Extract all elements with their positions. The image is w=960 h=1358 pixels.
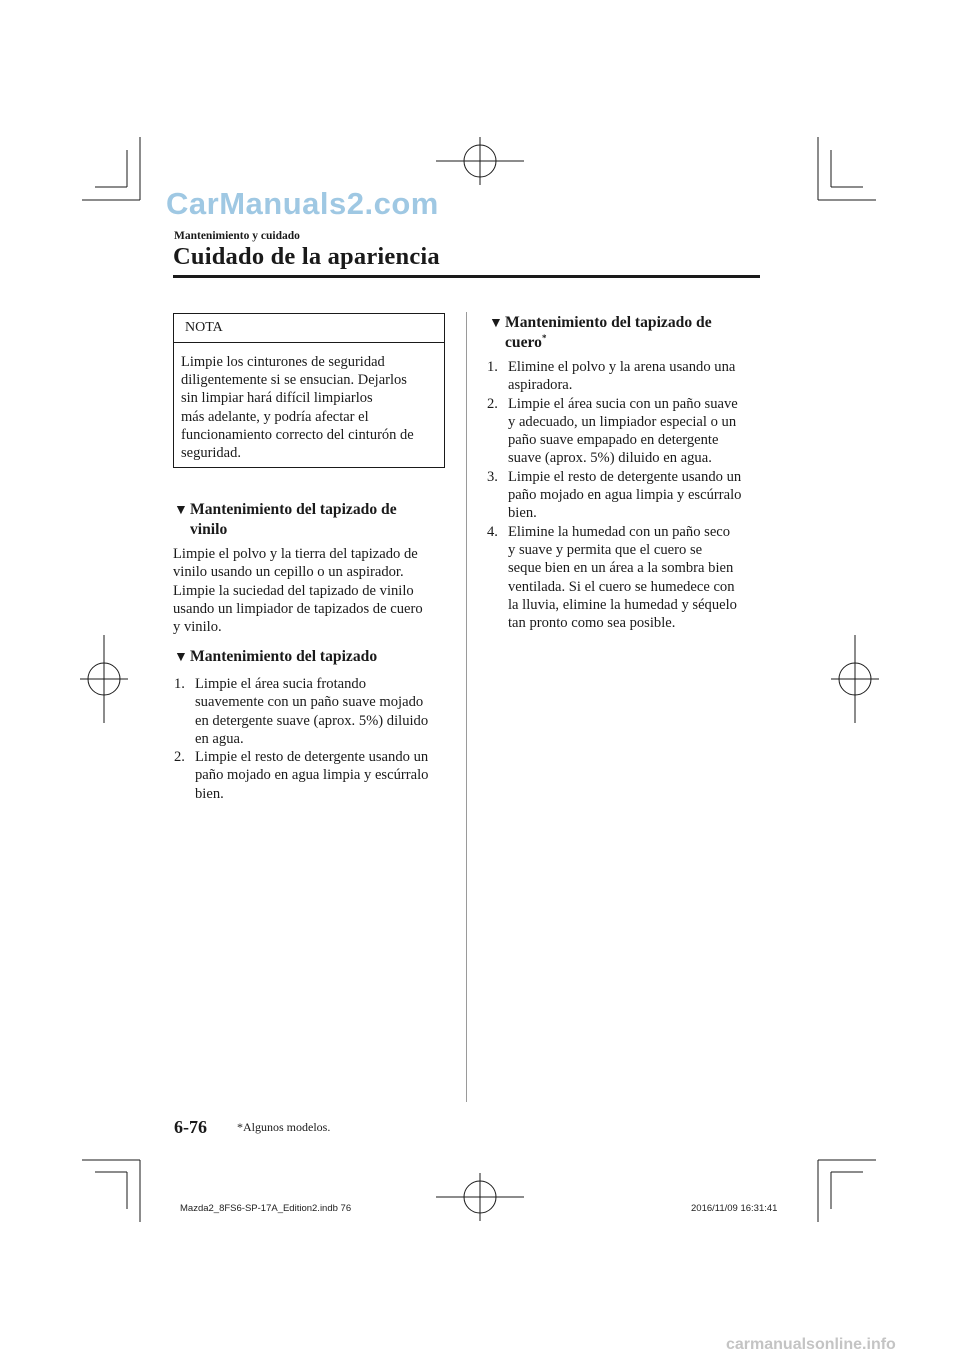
upholstery-steps [174, 675, 459, 803]
vinyl-paragraph [173, 545, 458, 636]
step-line: Elimine el polvo y la arena usando una [508, 359, 736, 375]
note-line: diligentemente si se ensucian. Dejarlos [181, 372, 407, 389]
step-line: paño suave empapado en detergente [508, 432, 719, 449]
paragraph-line: vinilo usando un cepillo o un aspirador. [173, 564, 404, 581]
step-line: tan pronto como sea posible. [508, 615, 676, 632]
page-number: 6-76 [174, 1117, 207, 1137]
note-line: funcionamiento correcto del cinturón de [181, 426, 414, 443]
print-date-info: 2016/11/09 16:31:41 [691, 1203, 778, 1214]
heading-line: Mantenimiento del tapizado [190, 648, 378, 665]
note-box [173, 313, 445, 468]
heading-leather [489, 313, 765, 352]
step-number: 1. [174, 676, 185, 692]
triangle-down-icon: ▼ [174, 503, 188, 518]
step-number: 3. [487, 468, 498, 485]
step-line: bien. [508, 505, 537, 522]
step-line: seque bien en un área a la sombra bien [508, 560, 734, 577]
heading-line: Mantenimiento del tapizado de [505, 314, 712, 331]
note-line: seguridad. [181, 445, 241, 462]
heading-line: cuero [505, 334, 542, 351]
paragraph-line: usando un limpiador de tapizados de cuero [173, 600, 423, 617]
column-divider [466, 312, 467, 1102]
heading-line: vinilo [190, 521, 228, 538]
step-line: ventilada. Si el cuero se humedece con [508, 578, 735, 595]
list-item [174, 748, 459, 803]
step-line: y suave y permita que el cuero se [508, 541, 703, 558]
footnote: *Algunos modelos. [237, 1120, 331, 1134]
triangle-down-icon: ▼ [174, 650, 188, 665]
step-number: 2. [174, 749, 185, 766]
step-line: Elimine la humedad con un paño seco [508, 523, 731, 540]
list-item [487, 523, 772, 633]
step-number: 4. [487, 523, 498, 540]
section-label: Mantenimiento y cuidado [174, 230, 300, 242]
paragraph-line: y vinilo. [173, 619, 222, 636]
note-text [181, 353, 443, 462]
note-line: sin limpiar hará difícil limpiarlos [181, 390, 373, 407]
leather-steps [487, 358, 772, 632]
step-line: paño mojado en agua limpia y escúrralo [195, 767, 429, 784]
crop-mark-bottom-right [818, 1160, 876, 1222]
note-label: NOTA [174, 314, 444, 343]
step-line: en agua. [195, 730, 244, 747]
crosshair-icon [80, 635, 128, 723]
step-line: la lluvia, elimine la humedad y séquelo [508, 596, 737, 613]
print-file-info: Mazda2_8FS6-SP-17A_Edition2.indb 76 [180, 1203, 352, 1214]
step-line: suavemente con un paño suave mojado [195, 694, 424, 711]
step-number: 2. [487, 395, 498, 412]
step-number: 1. [487, 359, 498, 375]
list-item [487, 468, 772, 523]
step-line: Limpie el resto de detergente usando un [195, 749, 429, 766]
list-item [174, 675, 459, 748]
step-line: Limpie el área sucia con un paño suave [508, 395, 738, 412]
list-item [487, 395, 772, 468]
crop-mark-bottom-left [82, 1160, 140, 1222]
crop-mark-top-left [82, 137, 140, 200]
step-line: Limpie el resto de detergente usando un [508, 468, 742, 485]
step-line: en detergente suave (aprox. 5%) diluido [195, 712, 429, 729]
step-line: y adecuado, un limpiador especial o un [508, 413, 737, 430]
note-line: Limpie los cinturones de seguridad [181, 354, 385, 370]
heading-vinyl [174, 500, 460, 539]
crosshair-icon [436, 1173, 524, 1221]
heading-upholstery [174, 647, 460, 667]
list-item [487, 358, 772, 395]
crop-mark-top-right [818, 137, 876, 200]
heading-line: Mantenimiento del tapizado de [190, 501, 397, 518]
paragraph-line: Limpie el polvo y la tierra del tapizado de [173, 546, 418, 562]
step-line: paño mojado en agua limpia y escúrralo [508, 487, 742, 504]
watermark-logo-bottom[interactable]: carmanualsonline.info [726, 1336, 896, 1353]
triangle-down-icon: ▼ [489, 316, 503, 331]
step-line: suave (aprox. 5%) diluido en agua. [508, 450, 712, 467]
paragraph-line: Limpie la suciedad del tapizado de vinilo [173, 582, 414, 599]
step-line: Limpie el área sucia frotando [195, 676, 366, 692]
step-line: aspiradora. [508, 377, 573, 394]
note-line: más adelante, y podría afectar el [181, 408, 369, 425]
watermark-logo-top[interactable]: CarManuals2.com [166, 186, 439, 221]
title-rule [173, 275, 760, 278]
crosshair-icon [436, 137, 524, 185]
crosshair-icon [831, 635, 879, 723]
asterisk-mark: * [541, 332, 547, 343]
step-line: bien. [195, 785, 224, 802]
page-title: Cuidado de la apariencia [173, 243, 440, 270]
